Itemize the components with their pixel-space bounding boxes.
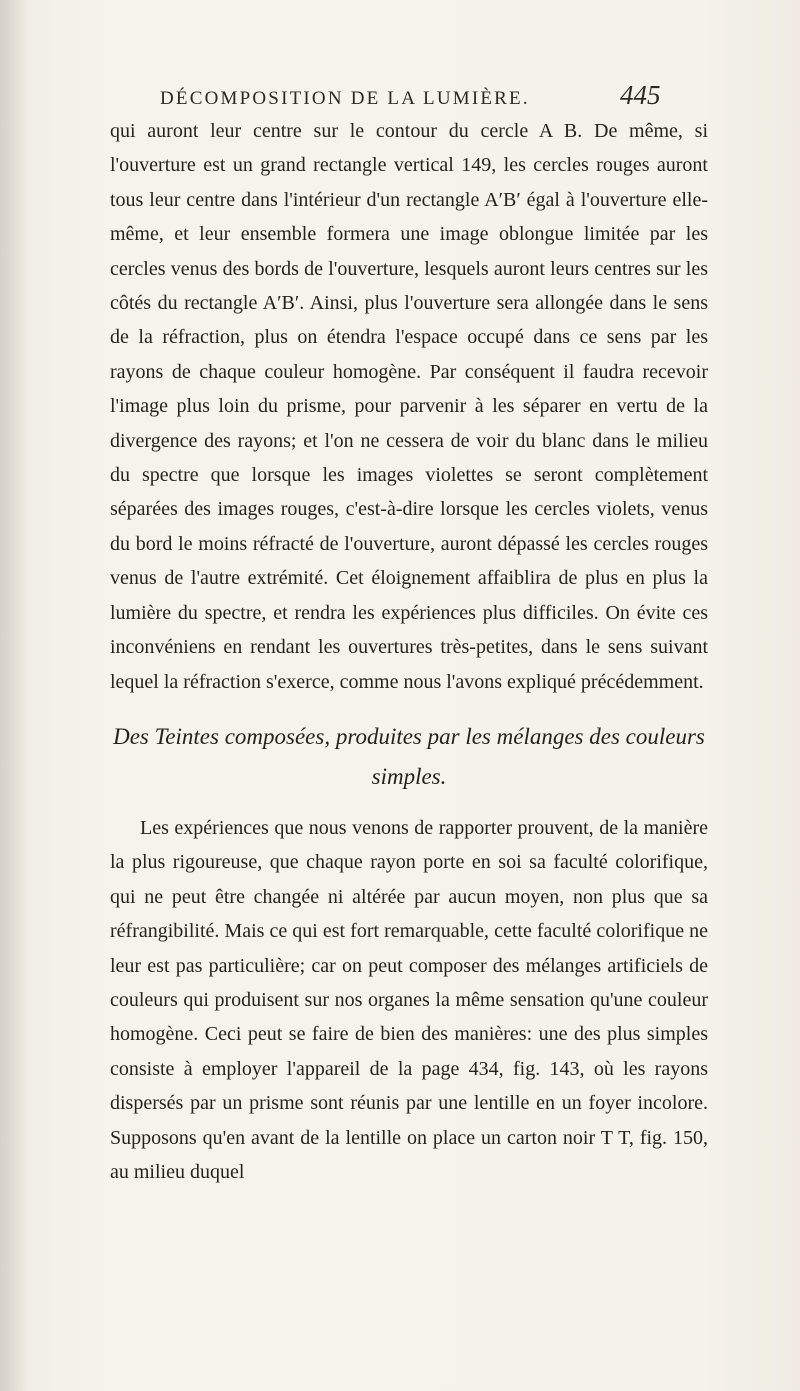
paragraph-section: Les expériences que nous venons de rapporter prouvent, de la manière la plus rigoureuse, que chaque rayon porte en soi sa faculté colorifique, qui ne peut être changée ni altérée par aucun moyen, non plus que sa réfrangibilité. Mais ce qui est fort remarquable, cette faculté colorifique ne leur est pas particulière; car on peut composer des mélanges artificiels de couleurs qui produisent sur nos organes la même sensation qu'une couleur homogène. Ceci peut se faire de bien des manières: une des plus simples consiste à employer l'appareil de la page 434, fig. 143, où les rayons dispersés par un prisme sont réunis par une lentille en un foyer incolore. Supposons qu'en avant de la lentille on place un carton noir T T, fig. 150, au milieu duquel	[110, 816, 708, 1183]
body-text	[110, 114, 708, 1189]
section-title: Des Teintes composées, produites par les mélanges des couleurs simples.	[113, 723, 705, 789]
running-head: DÉCOMPOSITION DE LA LUMIÈRE.	[160, 88, 530, 109]
page-gutter-shadow	[0, 0, 28, 1391]
paragraph-continued: qui auront leur centre sur le contour du cercle A B. De même, si l'ouverture est un grand rectangle vertical 149, les cercles rouges auront tous leur centre dans l'intérieur d'un rectangle A′B′ égal à l'ouverture elle-même, et leur ensemble formera une image oblongue limitée par les cercles venus des bords de l'ouverture, lesquels auront leurs centres sur les côtés du rectangle A′B′. Ainsi, plus l'ouverture sera allongée dans le sens de la réfraction, plus on étendra l'espace occupé dans ce sens par les rayons de chaque couleur homogène. Par conséquent il faudra recevoir l'image plus loin du prisme, pour parvenir à les séparer en vertu de la divergence des rayons; et l'on ne cessera de voir du blanc dans le milieu du spectre que lorsque les images violettes se seront complètement séparées des images rouges, c'est-à-dire lorsque les cercles violets, venus du bord le moins réfracté de l'ouverture, auront dépassé les cercles rouges venus de l'autre extrémité. Cet éloignement affaiblira de plus en plus la lumière du spectre, et rendra les expériences plus difficiles. On évite ces inconvéniens en rendant les ouvertures très-petites, dans le sens suivant lequel la réfraction s'exerce, comme nous l'avons expliqué précédemment.	[110, 120, 708, 693]
page-number: 445	[620, 80, 661, 110]
page-header	[0, 82, 800, 112]
